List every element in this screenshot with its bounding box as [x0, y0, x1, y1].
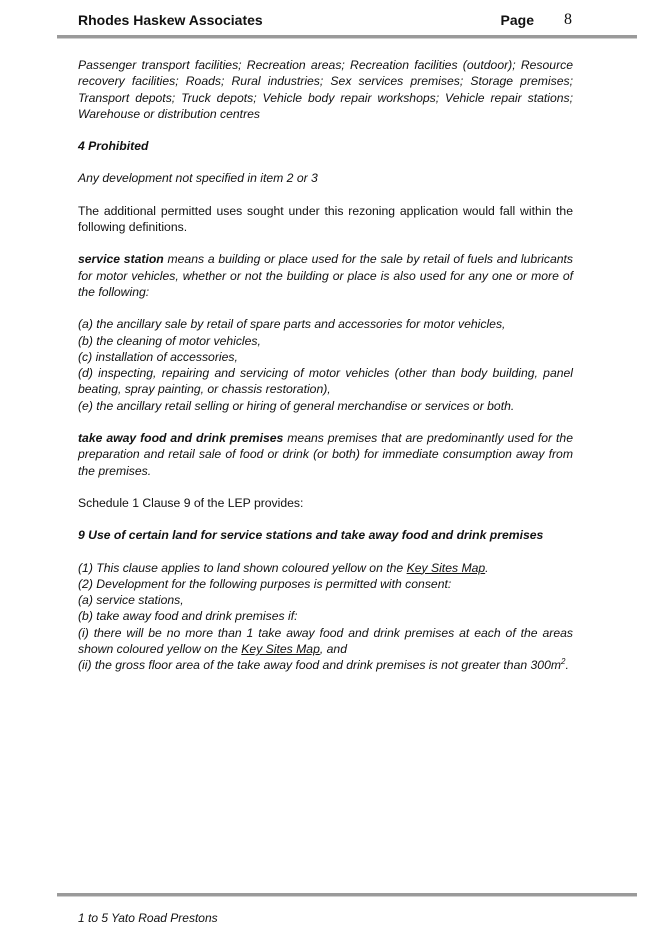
list-item	[78, 657, 573, 673]
list-item: (a) the ancillary sale by retail of spare parts and accessories for motor vehicles,	[78, 317, 506, 332]
list-item	[78, 625, 573, 658]
superscript-two: 2	[561, 657, 566, 667]
document-body	[78, 57, 573, 674]
list-item: (2) Development for the following purposes is permitted with consent:	[78, 576, 452, 591]
service-station-definition	[78, 251, 573, 300]
footer-divider	[57, 893, 637, 897]
takeaway-term: take away food and drink premises	[78, 431, 284, 446]
prohibited-heading: 4 Prohibited	[78, 139, 149, 154]
list-item: (e) the ancillary retail selling or hiring of general merchandise or services or both.	[78, 398, 515, 413]
takeaway-def-text: means premises that are predominantly used for the preparation and retail sale of food or drink (or both) for immediate consumption away from the premises.	[78, 431, 573, 478]
permitted-uses-list: Passenger transport facilities; Recreation areas; Recreation facilities (outdoor); Resource recovery facilities; Roads; Rural industries; Sex services premises; Storage premises; Transport depots; Truck depots; Vehicle body repair workshops; Vehicle repair stations; Warehouse or distribution centres	[78, 58, 573, 121]
service-station-term: service station	[78, 252, 164, 267]
takeaway-definition	[78, 430, 573, 479]
clause-1-end: .	[485, 560, 489, 575]
list-item: (b) the cleaning of motor vehicles,	[78, 333, 261, 348]
company-name: Rhodes Haskew Associates	[78, 12, 263, 28]
clause-1-text: (1) This clause applies to land shown coloured yellow on the	[78, 560, 407, 575]
page-number: 8	[564, 11, 572, 28]
page-label: Page	[500, 12, 534, 28]
prohibited-text: Any development not specified in item 2 or 3	[78, 171, 318, 186]
service-station-list	[78, 316, 573, 414]
list-item	[78, 560, 573, 576]
clause-ii-text: (ii) the gross floor area of the take away food and drink premises is not greater than 300m	[78, 658, 562, 673]
key-sites-map-link[interactable]: Key Sites Map	[406, 560, 486, 575]
clause-heading: 9 Use of certain land for service stations and take away food and drink premises	[78, 528, 544, 543]
additional-uses-paragraph: The additional permitted uses sought under this rezoning application would fall within the following definitions.	[78, 203, 573, 235]
clause-ii-end: .	[565, 658, 569, 673]
list-item: (c) installation of accessories,	[78, 349, 238, 364]
schedule-paragraph: Schedule 1 Clause 9 of the LEP provides:	[78, 495, 304, 510]
list-item: (d) inspecting, repairing and servicing of motor vehicles (other than body building, panel beating, spray painting, or chassis restoration),	[78, 366, 573, 397]
clause-i-text: (i) there will be no more than 1 take away food and drink premises at each of the areas shown coloured yellow on the	[78, 625, 573, 657]
list-item: (b) take away food and drink premises if:	[78, 609, 298, 624]
key-sites-map-link[interactable]: Key Sites Map	[241, 642, 320, 657]
page-header	[78, 12, 572, 32]
clause-list	[78, 560, 573, 674]
list-item: (a) service stations,	[78, 593, 184, 608]
header-divider	[57, 35, 637, 39]
footer-address: 1 to 5 Yato Road Prestons	[78, 911, 218, 925]
clause-i-end: , and	[319, 642, 347, 657]
service-station-def-text: means a building or place used for the sale by retail of fuels and lubricants for motor vehicles, whether or not the building or place is also used for any one or more of the following:	[78, 252, 574, 299]
